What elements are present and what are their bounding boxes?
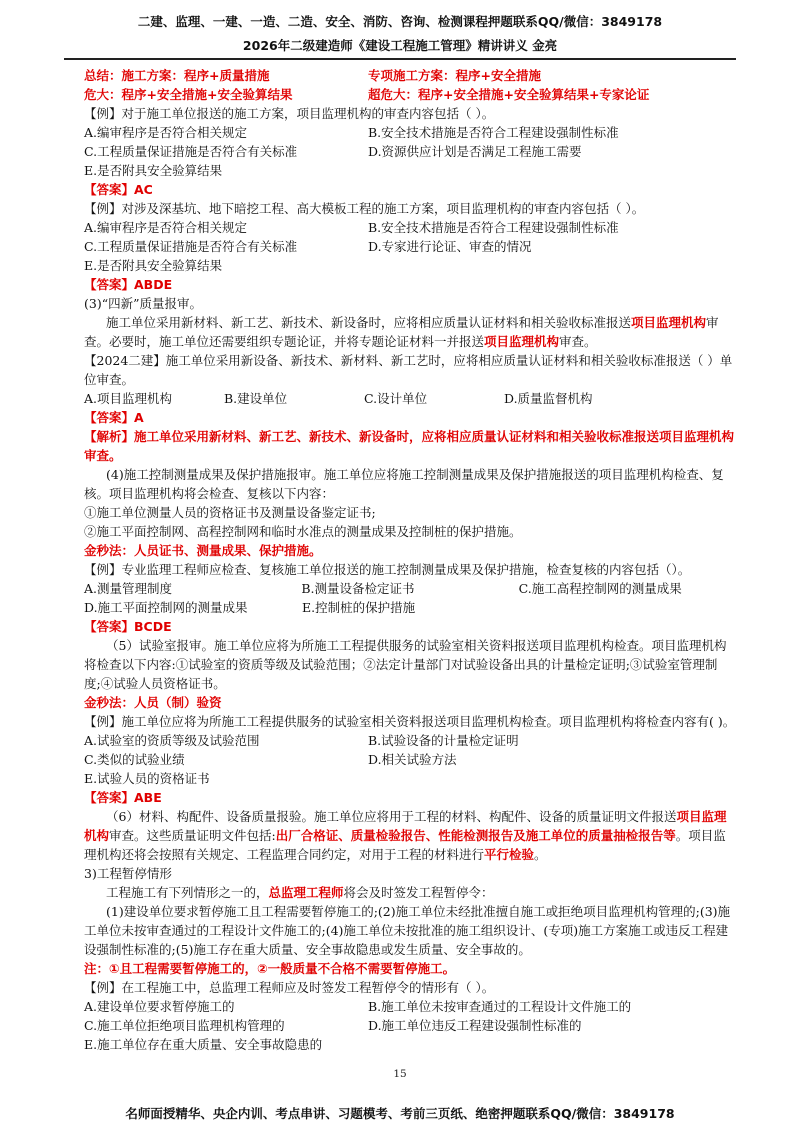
s6-text-g: 。 [534,847,547,862]
page-number: 15 [393,1068,407,1080]
s3-text-e: 审查。 [559,334,597,349]
section-5-tip: 金秒法：人员（制）验资 [84,695,222,710]
q5-option-e: E.试验人员的资格证书 [84,771,210,786]
q3-option-b: B.建设单位 [224,391,288,406]
section-7-note: 注：①且工程需要暂停施工的，②一般质量不合格不需要暂停施工。 [84,961,456,976]
s6-highlight-3: 平行检验 [484,847,535,862]
q5-option-d: D.相关试验方法 [368,752,457,767]
q4-option-e: E.控制桩的保护措施 [302,600,416,615]
q4-stem: 【例】专业监理工程师应检查、复核施工单位报送的施工控制测量成果及保护措施，检查复核的内容包括（）。 [84,562,691,577]
q3-answer: 【答案】A [84,410,144,425]
q1-answer: 【答案】AC [84,182,153,197]
summary-dangerous: 危大：程序+安全措施+安全验算结果 [84,87,293,102]
q1-stem: 【例】对于施工单位报送的施工方案，项目监理机构的审查内容包括（ ）。 [84,106,495,121]
q5-answer: 【答案】ABE [84,790,162,805]
s3-highlight-1: 项目监理机构 [631,315,707,330]
q1-options-ab [84,123,736,142]
q5-options-ab [84,731,736,750]
q1-option-e: E.是否附具安全验算结果 [84,163,223,178]
s3-text-c: 审查。必要时，施工单位还需要组织专题论证，并将专题论证材料一并报送 [84,315,719,349]
q2-option-c: C.工程质量保证措施是否符合有关标准 [84,239,298,254]
page-content [84,66,736,1054]
q2-option-e: E.是否附具安全验算结果 [84,258,223,273]
header-line-1: 二建、监理、一建、一造、二造、安全、消防、咨询、检测课程押题联系QQ/微信：3849178 [137,14,663,29]
q4-option-c: C.施工高程控制网的测量成果 [518,581,682,596]
q3-option-d: D.质量监督机构 [504,391,593,406]
section-5-paragraph: （5）试验室报审。施工单位应将为所施工工程提供服务的试验室相关资料报送项目监理机构检查。项目监理机构将检查以下内容:①试验室的资质等级及试验范围；②法定计量部门对试验设备出具的计量检定证明;③试验室管理制度;④试验人员资格证书。 [84,638,727,691]
q6-options-ab [84,997,736,1016]
q5-option-b: B.试验设备的计量检定证明 [368,733,519,748]
q3-option-c: C.设计单位 [364,391,428,406]
summary-special-plan: 专项施工方案：程序+安全措施 [368,68,541,83]
q2-option-a: A.编审程序是否符合相关规定 [84,220,248,235]
q2-options-ab [84,218,736,237]
q5-stem: 【例】施工单位应将为所施工工程提供服务的试验室相关资料报送项目监理机构检查。项目监理机构将检查内容有( )。 [84,714,736,729]
s6-text-a: （6）材料、构配件、设备质量报验。施工单位应将用于工程的材料、构配件、设备的质量证明文件报送 [106,809,677,824]
s7-highlight: 总监理工程师 [268,885,344,900]
s3-highlight-2: 项目监理机构 [484,334,560,349]
q4-options-abc [84,579,736,598]
q1-option-d: D.资源供应计划是否满足工程施工需要 [368,144,582,159]
section-3-title: (3)“四新”质量报审。 [84,296,202,311]
summary-construction-plan: 总结：施工方案：程序+质量措施 [84,68,270,83]
q3-option-a: A.项目监理机构 [84,391,173,406]
summary-row-1 [84,66,736,85]
s6-text-e: 。项目监理机构还将会按照有关规定、工程监理合同约定，对用于工程的材料进行 [84,828,726,862]
section-7-intro [84,883,736,902]
q6-option-d: D.施工单位违反工程建设强制性标准的 [368,1018,582,1033]
q4-option-d: D.施工平面控制网的测量成果 [84,600,248,615]
section-6-paragraph [84,807,736,864]
q6-option-b: B.施工单位未按审查通过的工程设计文件施工的 [368,999,632,1014]
q4-option-a: A.测量管理制度 [84,581,173,596]
summary-super-dangerous: 超危大：程序+安全措施+安全验算结果+专家论证 [368,87,650,102]
q3-options [84,389,736,408]
s6-highlight-1: 项目监理机构 [84,809,727,843]
q2-option-b: B.安全技术措施是否符合工程建设强制性标准 [368,220,619,235]
q1-option-c: C.工程质量保证措施是否符合有关标准 [84,144,298,159]
s3-text-a: 施工单位采用新材料、新工艺、新技术、新设备时，应将相应质量认证材料和相关验收标准报送 [106,315,632,330]
q1-option-b: B.安全技术措施是否符合工程建设强制性标准 [368,125,619,140]
q5-option-c: C.类似的试验业绩 [84,752,185,767]
q6-stem: 【例】在工程施工中，总监理工程师应及时签发工程暂停令的情形有（ ）。 [84,980,495,995]
section-3-paragraph [84,313,736,351]
q4-answer: 【答案】BCDE [84,619,172,634]
s6-highlight-2: 出厂合格证、质量检验报告、性能检测报告及施工单位的质量抽检报告等 [275,828,676,843]
q3-analysis: 【解析】施工单位采用新材料、新工艺、新技术、新设备时，应将相应质量认证材料和相关验收标准报送项目监理机构审查。 [84,429,735,463]
q6-options-cd [84,1016,736,1035]
footer-text: 名师面授精华、央企内训、考点串讲、习题模考、考前三页纸、绝密押题联系QQ/微信：3849178 [125,1106,675,1121]
section-4-item-2: ②施工平面控制网、高程控制网和临时水准点的测量成果及控制桩的保护措施。 [84,524,522,539]
section-7-conditions: (1)建设单位要求暂停施工且工程需要暂停施工的;(2)施工单位未经批准擅自施工或拒绝项目监理机构管理的;(3)施工单位未按审查通过的工程设计文件施工的;(4)施工单位未按批准的施工组织设计、(专项)施工方案施工或违反工程建设强制性标准的;(5)施工存在重大质量、安全事故隐患或发生质量、安全事故的。 [84,904,731,957]
q6-option-e: E.施工单位存在重大质量、安全事故隐患的 [84,1037,323,1052]
section-4-item-1: ①施工单位测量人员的资格证书及测量设备鉴定证书; [84,505,376,520]
q2-answer: 【答案】ABDE [84,277,173,292]
q2-options-cd [84,237,736,256]
q2-stem: 【例】对涉及深基坑、地下暗挖工程、高大模板工程的施工方案，项目监理机构的审查内容包括（ ）。 [84,201,645,216]
header-line-2: 2026年二级建造师《建设工程施工管理》精讲讲义 金亮 [242,38,558,53]
q4-options-de [84,598,736,617]
q1-options-cd [84,142,736,161]
section-4-paragraph: (4)施工控制测量成果及保护措施报审。施工单位应将施工控制测量成果及保护措施报送的项目监理机构检查、复核。项目监理机构将会检查、复核以下内容： [84,467,724,501]
q6-option-a: A.建设单位要求暂停施工的 [84,999,235,1014]
q4-option-b: B.测量设备检定证书 [301,581,415,596]
q6-option-c: C.施工单位拒绝项目监理机构管理的 [84,1018,285,1033]
s7-text-c: 将会及时签发工程暂停令： [343,885,494,900]
q1-option-a: A.编审程序是否符合相关规定 [84,125,248,140]
summary-row-2 [84,85,736,104]
q5-options-cd [84,750,736,769]
section-7-title: 3)工程暂停情形 [84,866,172,881]
section-4-tip: 金秒法：人员证书、测量成果、保护措施。 [84,543,322,558]
q5-option-a: A.试验室的资质等级及试验范围 [84,733,260,748]
header-rule [64,58,736,60]
q2-option-d: D.专家进行论证、审查的情况 [368,239,532,254]
q3-stem: 【2024二建】施工单位采用新设备、新技术、新材料、新工艺时，应将相应质量认证材料和相关验收标准报送（ ）单位审查。 [84,353,733,387]
s6-text-c: 审查。这些质量证明文件包括: [109,828,276,843]
s7-text-a: 工程施工有下列情形之一的， [106,885,269,900]
